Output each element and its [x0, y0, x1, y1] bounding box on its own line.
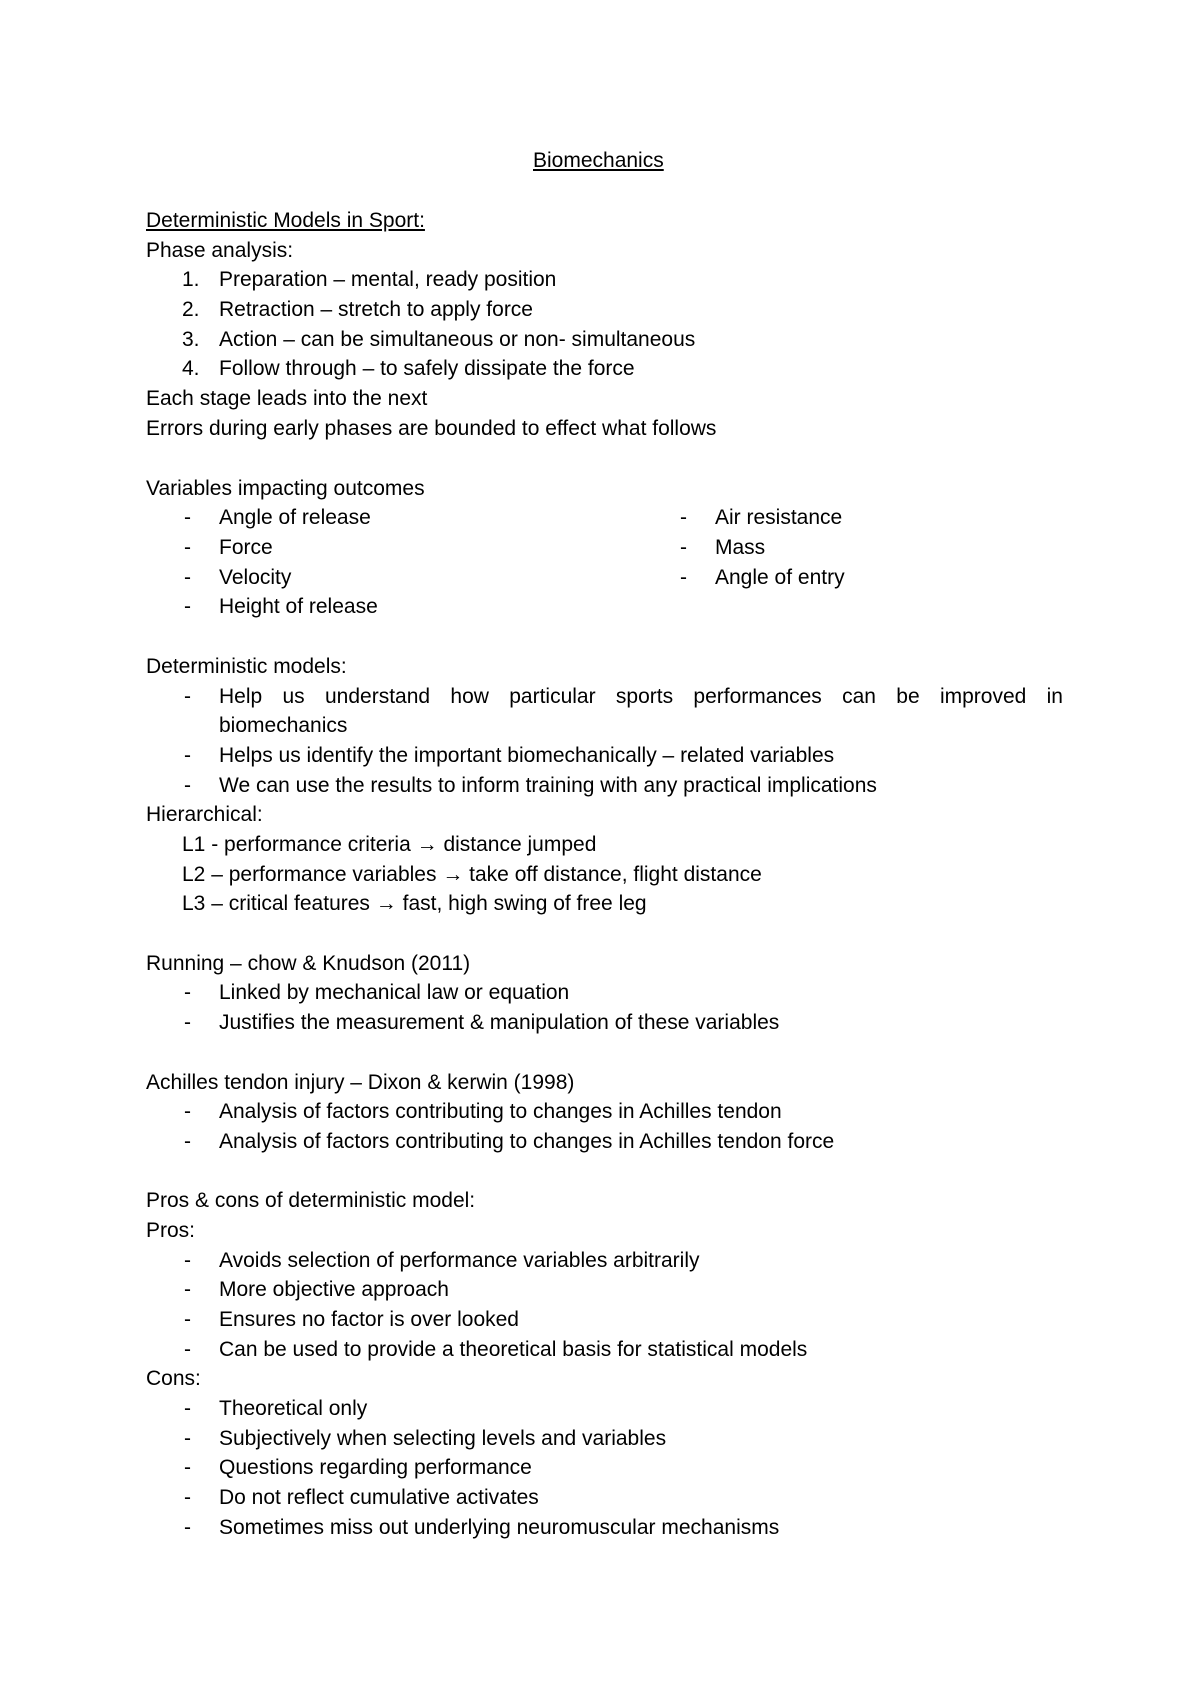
- achilles-label: Achilles tendon injury – Dixon & kerwin (1998): [146, 1071, 575, 1094]
- list-text: Mass: [715, 536, 766, 559]
- bullet-dash: -: [184, 981, 191, 1004]
- pros-label: Pros:: [146, 1219, 196, 1242]
- level-lead: L2 – performance variables: [182, 863, 437, 886]
- bullet-dash: -: [184, 1516, 191, 1539]
- list-number: 1.: [182, 268, 200, 291]
- variables-label: Variables impacting outcomes: [146, 477, 425, 500]
- arrow-icon: →: [442, 863, 464, 886]
- proscons-label: Pros & cons of deterministic model:: [146, 1189, 476, 1212]
- list-text: Preparation – mental, ready position: [219, 268, 557, 291]
- list-text-continuation: biomechanics: [219, 714, 348, 737]
- bullet-dash: -: [184, 685, 191, 708]
- level-lead: L1 - performance criteria: [182, 833, 411, 856]
- list-text: Velocity: [219, 566, 292, 589]
- bullet-dash: -: [184, 566, 191, 589]
- bullet-dash: -: [184, 1011, 191, 1034]
- bullet-dash: -: [184, 1427, 191, 1450]
- list-text: Action – can be simultaneous or non- simultaneous: [219, 328, 696, 351]
- running-label: Running – chow & Knudson (2011): [146, 952, 471, 975]
- list-text: Angle of release: [219, 506, 371, 529]
- list-number: 4.: [182, 357, 200, 380]
- bullet-dash: -: [184, 1456, 191, 1479]
- bullet-dash: -: [680, 566, 687, 589]
- level-tail: fast, high swing of free leg: [402, 892, 647, 915]
- bullet-dash: -: [184, 536, 191, 559]
- list-text: Justifies the measurement & manipulation of these variables: [219, 1011, 780, 1034]
- list-text: Linked by mechanical law or equation: [219, 981, 570, 1004]
- arrow-icon: →: [416, 833, 438, 856]
- list-number: 2.: [182, 298, 200, 321]
- bullet-dash: -: [184, 1249, 191, 1272]
- bullet-dash: -: [184, 774, 191, 797]
- bullet-dash: -: [680, 536, 687, 559]
- list-text: Analysis of factors contributing to changes in Achilles tendon force: [219, 1130, 835, 1153]
- bullet-dash: -: [184, 1130, 191, 1153]
- bullet-dash: -: [184, 1100, 191, 1123]
- note-line: Each stage leads into the next: [146, 387, 428, 410]
- level-tail: distance jumped: [443, 833, 597, 856]
- bullet-dash: -: [184, 1278, 191, 1301]
- list-text: More objective approach: [219, 1278, 449, 1301]
- hierarchical-label: Hierarchical:: [146, 803, 263, 826]
- list-text: Ensures no factor is over looked: [219, 1308, 519, 1331]
- list-text: Retraction – stretch to apply force: [219, 298, 533, 321]
- list-text: Do not reflect cumulative activates: [219, 1486, 539, 1509]
- list-text: Force: [219, 536, 273, 559]
- list-number: 3.: [182, 328, 200, 351]
- page-title: Biomechanics: [533, 149, 664, 172]
- list-text: Analysis of factors contributing to changes in Achilles tendon: [219, 1100, 782, 1123]
- bullet-dash: -: [184, 1486, 191, 1509]
- list-text: Can be used to provide a theoretical basis for statistical models: [219, 1338, 808, 1361]
- list-text: Avoids selection of performance variables arbitrarily: [219, 1249, 700, 1272]
- cons-label: Cons:: [146, 1367, 201, 1390]
- phase-analysis-label: Phase analysis:: [146, 239, 294, 262]
- models-label: Deterministic models:: [146, 655, 347, 678]
- level-tail: take off distance, flight distance: [469, 863, 762, 886]
- section-heading: Deterministic Models in Sport:: [146, 209, 425, 232]
- bullet-dash: -: [184, 744, 191, 767]
- hierarchy-level: [182, 889, 647, 919]
- list-text: Questions regarding performance: [219, 1456, 532, 1479]
- list-text: Helps us identify the important biomechanically – related variables: [219, 744, 835, 767]
- bullet-dash: -: [184, 595, 191, 618]
- level-lead: L3 – critical features: [182, 892, 370, 915]
- list-text: Air resistance: [715, 506, 843, 529]
- list-text: Height of release: [219, 595, 378, 618]
- list-text: Help us understand how particular sports performances can be improved in: [219, 685, 1063, 708]
- list-text: We can use the results to inform training with any practical implications: [219, 774, 877, 797]
- hierarchy-level: [182, 860, 762, 890]
- list-text: Angle of entry: [715, 566, 845, 589]
- bullet-dash: -: [184, 506, 191, 529]
- list-text: Follow through – to safely dissipate the force: [219, 357, 635, 380]
- bullet-dash: -: [184, 1308, 191, 1331]
- list-text: Sometimes miss out underlying neuromuscular mechanisms: [219, 1516, 780, 1539]
- bullet-dash: -: [680, 506, 687, 529]
- arrow-icon: →: [375, 892, 397, 915]
- hierarchy-level: [182, 830, 596, 860]
- list-text: Subjectively when selecting levels and variables: [219, 1427, 667, 1450]
- bullet-dash: -: [184, 1397, 191, 1420]
- note-line: Errors during early phases are bounded to effect what follows: [146, 417, 717, 440]
- list-text: Theoretical only: [219, 1397, 368, 1420]
- bullet-dash: -: [184, 1338, 191, 1361]
